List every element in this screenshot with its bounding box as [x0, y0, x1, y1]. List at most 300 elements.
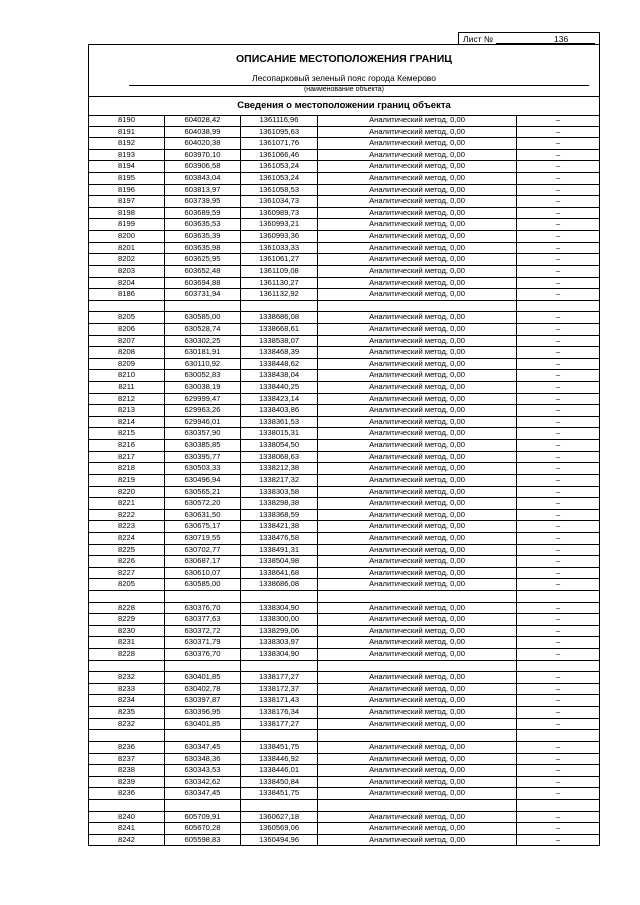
coord-x: 630343,53	[165, 765, 241, 776]
coord-x: 603739,95	[165, 196, 241, 207]
coord-y: 1338172,37	[241, 684, 318, 695]
table-row	[89, 777, 599, 789]
method-cell: Аналитический метод, 0,00	[318, 278, 517, 289]
table-row	[89, 545, 599, 557]
point-number: 8226	[89, 556, 165, 567]
coord-x: 630528,74	[165, 324, 241, 335]
point-number: 8192	[89, 138, 165, 149]
coord-x: 630503,33	[165, 463, 241, 474]
method-cell: Аналитический метод, 0,00	[318, 556, 517, 567]
coord-y: 1361034,73	[241, 196, 318, 207]
table-row	[89, 579, 599, 591]
point-number: 8227	[89, 568, 165, 579]
table-row	[89, 243, 599, 255]
coord-x: 630376,70	[165, 603, 241, 614]
note-cell: –	[555, 115, 561, 124]
coord-x	[165, 800, 241, 811]
table-row	[89, 150, 599, 162]
method-cell: Аналитический метод, 0,00	[318, 127, 517, 138]
coord-x: 604020,38	[165, 138, 241, 149]
coord-y: 1338468,39	[241, 347, 318, 358]
point-number: 8225	[89, 545, 165, 556]
note-cell: –	[555, 498, 561, 508]
point-number: 8228	[89, 603, 165, 614]
table-row	[89, 637, 599, 649]
method-cell: Аналитический метод, 0,00	[318, 614, 517, 625]
method-cell: Аналитический метод, 0,00	[318, 452, 517, 463]
coord-x: 630401,85	[165, 719, 241, 730]
point-number: 8196	[89, 185, 165, 196]
table-row	[89, 719, 599, 731]
table-row	[89, 510, 599, 522]
sheet-number: 136	[554, 34, 569, 44]
table-row	[89, 254, 599, 266]
point-number: 8215	[89, 428, 165, 439]
coord-x: 630675,17	[165, 521, 241, 532]
point-number: 8190	[89, 115, 165, 126]
method-cell: Аналитический метод, 0,00	[318, 603, 517, 614]
coord-x: 603970,10	[165, 150, 241, 161]
note-cell	[517, 661, 599, 672]
point-number: 8219	[89, 475, 165, 486]
method-cell: Аналитический метод, 0,00	[318, 533, 517, 544]
note-cell: –	[555, 521, 561, 531]
point-number: 8197	[89, 196, 165, 207]
point-number: 8224	[89, 533, 165, 544]
coord-y: 1361109,08	[241, 266, 318, 277]
table-row	[89, 127, 599, 139]
coord-x: 630585,00	[165, 312, 241, 323]
point-number: 8241	[89, 823, 165, 834]
method-cell: Аналитический метод, 0,00	[318, 823, 517, 834]
object-name: Лесопарковый зеленый пояс города Кемерово	[252, 73, 436, 83]
coord-y: 1360993,21	[241, 219, 318, 230]
note-cell: –	[555, 544, 561, 554]
coord-x: 630357,90	[165, 428, 241, 439]
table-row	[89, 312, 599, 324]
note-cell: –	[555, 788, 561, 798]
method-cell: Аналитический метод, 0,00	[318, 672, 517, 683]
coord-x: 603625,95	[165, 254, 241, 265]
note-cell: –	[555, 556, 561, 566]
method-cell: Аналитический метод, 0,00	[318, 637, 517, 648]
coord-x: 630038,19	[165, 382, 241, 393]
coord-y: 1338177,27	[241, 719, 318, 730]
coord-y: 1338668,61	[241, 324, 318, 335]
coord-x: 630719,55	[165, 533, 241, 544]
coord-x: 630610,07	[165, 568, 241, 579]
coord-y: 1361066,46	[241, 150, 318, 161]
point-number: 8242	[89, 835, 165, 846]
table-row	[89, 452, 599, 464]
method-cell: Аналитический метод, 0,00	[318, 150, 517, 161]
table-row	[89, 382, 599, 394]
coord-y: 1338298,38	[241, 498, 318, 509]
coord-x: 629963,26	[165, 405, 241, 416]
note-cell: –	[555, 126, 561, 136]
coord-x: 603694,88	[165, 278, 241, 289]
object-caption: (наименование объекта)	[303, 86, 385, 93]
table-row	[89, 336, 599, 348]
note-cell: –	[555, 173, 561, 183]
point-number: 8203	[89, 266, 165, 277]
table-row	[89, 115, 599, 127]
note-cell: –	[555, 486, 561, 496]
point-number: 8236	[89, 742, 165, 753]
method-cell: Аналитический метод, 0,00	[318, 788, 517, 799]
blank-row	[89, 661, 599, 673]
table-row	[89, 556, 599, 568]
method-cell: Аналитический метод, 0,00	[318, 231, 517, 242]
point-number: 8222	[89, 510, 165, 521]
note-cell: –	[555, 358, 561, 368]
point-number	[89, 800, 165, 811]
coord-y	[241, 661, 318, 672]
point-number: 8217	[89, 452, 165, 463]
coord-y: 1338217,32	[241, 475, 318, 486]
note-cell: –	[555, 161, 561, 171]
coord-y: 1338686,08	[241, 312, 318, 323]
document-frame	[88, 44, 600, 846]
coord-y: 1338303,97	[241, 637, 318, 648]
point-number	[89, 301, 165, 312]
note-cell: –	[555, 451, 561, 461]
point-number: 8204	[89, 278, 165, 289]
coord-y: 1361116,96	[241, 115, 318, 126]
table-row	[89, 289, 599, 301]
document-title: ОПИСАНИЕ МЕСТОПОЛОЖЕНИЯ ГРАНИЦ	[236, 53, 452, 65]
coord-x	[165, 730, 241, 741]
coord-y: 1338300,00	[241, 614, 318, 625]
method-cell: Аналитический метод, 0,00	[318, 568, 517, 579]
coord-x: 630110,92	[165, 359, 241, 370]
coord-x: 630052,83	[165, 370, 241, 381]
coord-x: 630347,45	[165, 788, 241, 799]
note-cell: –	[555, 834, 561, 844]
note-cell: –	[555, 440, 561, 450]
method-cell: Аналитический метод, 0,00	[318, 812, 517, 823]
note-cell: –	[555, 254, 561, 264]
table-row	[89, 695, 599, 707]
coord-x: 630402,78	[165, 684, 241, 695]
point-number	[89, 730, 165, 741]
method-cell	[318, 800, 517, 811]
coord-x: 630687,17	[165, 556, 241, 567]
point-number: 8186	[89, 289, 165, 300]
note-cell: –	[555, 393, 561, 403]
table-row	[89, 173, 599, 185]
coord-x: 630572,20	[165, 498, 241, 509]
point-number: 8214	[89, 417, 165, 428]
table-row	[89, 475, 599, 487]
method-cell: Аналитический метод, 0,00	[318, 254, 517, 265]
coord-y: 1338212,38	[241, 463, 318, 474]
method-cell: Аналитический метод, 0,00	[318, 649, 517, 660]
note-cell: –	[555, 741, 561, 751]
note-cell: –	[555, 416, 561, 426]
note-cell: –	[555, 184, 561, 194]
note-cell: –	[555, 532, 561, 542]
note-cell	[517, 730, 599, 741]
note-cell: –	[555, 231, 561, 241]
coord-x: 630585,00	[165, 579, 241, 590]
point-number: 8191	[89, 127, 165, 138]
method-cell: Аналитический метод, 0,00	[318, 719, 517, 730]
point-number: 8232	[89, 672, 165, 683]
table-row	[89, 742, 599, 754]
coord-y: 1360989,73	[241, 208, 318, 219]
blank-row	[89, 730, 599, 742]
point-number: 8206	[89, 324, 165, 335]
coord-y: 1338368,59	[241, 510, 318, 521]
method-cell: Аналитический метод, 0,00	[318, 219, 517, 230]
coord-y: 1338304,90	[241, 603, 318, 614]
coord-y: 1338171,43	[241, 695, 318, 706]
coord-x: 630702,77	[165, 545, 241, 556]
note-cell: –	[555, 335, 561, 345]
coord-x: 603635,39	[165, 231, 241, 242]
table-row	[89, 765, 599, 777]
note-cell: –	[555, 683, 561, 693]
note-cell	[517, 591, 599, 602]
point-number: 8233	[89, 684, 165, 695]
method-cell: Аналитический метод, 0,00	[318, 835, 517, 846]
method-cell: Аналитический метод, 0,00	[318, 138, 517, 149]
table-row	[89, 405, 599, 417]
note-cell: –	[555, 382, 561, 392]
method-cell	[318, 730, 517, 741]
point-number: 8234	[89, 695, 165, 706]
coord-y: 1338476,58	[241, 533, 318, 544]
method-cell: Аналитический метод, 0,00	[318, 370, 517, 381]
coord-x	[165, 301, 241, 312]
coord-x: 630496,94	[165, 475, 241, 486]
method-cell: Аналитический метод, 0,00	[318, 510, 517, 521]
table-row	[89, 417, 599, 429]
coord-y: 1338450,84	[241, 777, 318, 788]
coord-x: 629999,47	[165, 394, 241, 405]
table-row	[89, 707, 599, 719]
table-row	[89, 812, 599, 824]
method-cell: Аналитический метод, 0,00	[318, 336, 517, 347]
coord-x: 630372,72	[165, 626, 241, 637]
note-cell: –	[555, 637, 561, 647]
coord-y: 1338451,75	[241, 742, 318, 753]
coord-y	[241, 800, 318, 811]
coord-x	[165, 661, 241, 672]
method-cell: Аналитический метод, 0,00	[318, 521, 517, 532]
table-row	[89, 649, 599, 661]
note-cell: –	[555, 567, 561, 577]
point-number: 8218	[89, 463, 165, 474]
coord-x: 630348,36	[165, 754, 241, 765]
method-cell: Аналитический метод, 0,00	[318, 161, 517, 172]
coord-y: 1338068,63	[241, 452, 318, 463]
table-row	[89, 672, 599, 684]
table-row	[89, 754, 599, 766]
note-cell: –	[555, 219, 561, 229]
point-number: 8200	[89, 231, 165, 242]
coord-y: 1338504,98	[241, 556, 318, 567]
coord-y: 1338641,68	[241, 568, 318, 579]
coord-x: 630342,62	[165, 777, 241, 788]
note-cell: –	[555, 602, 561, 612]
coord-y: 1338446,92	[241, 754, 318, 765]
point-number: 8235	[89, 707, 165, 718]
point-number: 8229	[89, 614, 165, 625]
point-number: 8220	[89, 487, 165, 498]
method-cell: Аналитический метод, 0,00	[318, 243, 517, 254]
note-cell: –	[555, 207, 561, 217]
coord-y: 1360494,96	[241, 835, 318, 846]
blank-row	[89, 591, 599, 603]
coord-x: 630347,45	[165, 742, 241, 753]
point-number: 8231	[89, 637, 165, 648]
coord-y: 1338361,53	[241, 417, 318, 428]
table-row	[89, 208, 599, 220]
note-cell: –	[555, 765, 561, 775]
point-number: 8213	[89, 405, 165, 416]
method-cell: Аналитический метод, 0,00	[318, 742, 517, 753]
point-number: 8237	[89, 754, 165, 765]
table-row	[89, 440, 599, 452]
coord-x: 629946,01	[165, 417, 241, 428]
point-number	[89, 591, 165, 602]
method-cell: Аналитический метод, 0,00	[318, 754, 517, 765]
table-row	[89, 278, 599, 290]
coord-y: 1338686,08	[241, 579, 318, 590]
note-cell: –	[555, 277, 561, 287]
point-number: 8202	[89, 254, 165, 265]
point-number: 8230	[89, 626, 165, 637]
method-cell: Аналитический метод, 0,00	[318, 545, 517, 556]
table-row	[89, 196, 599, 208]
point-number: 8207	[89, 336, 165, 347]
point-number: 8223	[89, 521, 165, 532]
method-cell: Аналитический метод, 0,00	[318, 579, 517, 590]
method-cell: Аналитический метод, 0,00	[318, 626, 517, 637]
coord-x: 605670,28	[165, 823, 241, 834]
point-number: 8201	[89, 243, 165, 254]
coord-y	[241, 591, 318, 602]
note-cell: –	[555, 823, 561, 833]
table-row	[89, 428, 599, 440]
method-cell: Аналитический метод, 0,00	[318, 765, 517, 776]
coord-y: 1338403,86	[241, 405, 318, 416]
table-row	[89, 823, 599, 835]
point-number: 8205	[89, 579, 165, 590]
section-title: Сведения о местоположении границ объекта	[89, 96, 599, 116]
coord-y: 1338423,14	[241, 394, 318, 405]
coord-y: 1361071,76	[241, 138, 318, 149]
table-row	[89, 568, 599, 580]
table-row	[89, 788, 599, 800]
coord-y: 1338440,25	[241, 382, 318, 393]
point-number: 8236	[89, 788, 165, 799]
point-number: 8221	[89, 498, 165, 509]
method-cell: Аналитический метод, 0,00	[318, 324, 517, 335]
table-row	[89, 463, 599, 475]
note-cell: –	[555, 474, 561, 484]
coord-x: 603689,59	[165, 208, 241, 219]
method-cell: Аналитический метод, 0,00	[318, 463, 517, 474]
method-cell	[318, 661, 517, 672]
point-number: 8208	[89, 347, 165, 358]
note-cell: –	[555, 776, 561, 786]
coord-x: 603635,53	[165, 219, 241, 230]
coord-x: 605709,91	[165, 812, 241, 823]
coord-y	[241, 301, 318, 312]
method-cell: Аналитический метод, 0,00	[318, 347, 517, 358]
coord-x: 603635,98	[165, 243, 241, 254]
coord-x: 630395,77	[165, 452, 241, 463]
method-cell: Аналитический метод, 0,00	[318, 475, 517, 486]
coord-x: 604038,99	[165, 127, 241, 138]
method-cell: Аналитический метод, 0,00	[318, 695, 517, 706]
coord-x: 630396,95	[165, 707, 241, 718]
note-cell: –	[555, 753, 561, 763]
coord-y: 1338446,01	[241, 765, 318, 776]
table-row	[89, 185, 599, 197]
method-cell: Аналитический метод, 0,00	[318, 428, 517, 439]
point-number: 8210	[89, 370, 165, 381]
note-cell: –	[555, 196, 561, 206]
note-cell: –	[555, 579, 561, 589]
coord-y: 1338054,50	[241, 440, 318, 451]
point-number: 8209	[89, 359, 165, 370]
method-cell: Аналитический метод, 0,00	[318, 440, 517, 451]
note-cell: –	[555, 138, 561, 148]
table-row	[89, 370, 599, 382]
table-row	[89, 684, 599, 696]
coord-x: 630371,79	[165, 637, 241, 648]
note-cell: –	[555, 625, 561, 635]
method-cell	[318, 301, 517, 312]
note-cell: –	[555, 509, 561, 519]
note-cell	[517, 800, 599, 811]
coord-x: 630401,85	[165, 672, 241, 683]
table-row	[89, 835, 599, 847]
point-number: 8195	[89, 173, 165, 184]
table-row	[89, 487, 599, 499]
coord-x: 604028,42	[165, 115, 241, 126]
note-cell: –	[555, 242, 561, 252]
coord-x: 603731,94	[165, 289, 241, 300]
coord-x: 603906,58	[165, 161, 241, 172]
coord-y: 1338299,06	[241, 626, 318, 637]
method-cell: Аналитический метод, 0,00	[318, 777, 517, 788]
coord-y	[241, 730, 318, 741]
coord-y: 1361130,27	[241, 278, 318, 289]
coord-y: 1338438,04	[241, 370, 318, 381]
blank-row	[89, 301, 599, 313]
method-cell: Аналитический метод, 0,00	[318, 359, 517, 370]
table-row	[89, 231, 599, 243]
coord-y: 1361061,27	[241, 254, 318, 265]
note-cell: –	[555, 323, 561, 333]
method-cell: Аналитический метод, 0,00	[318, 196, 517, 207]
table-row	[89, 521, 599, 533]
coord-y: 1361132,92	[241, 289, 318, 300]
coord-y: 1338176,34	[241, 707, 318, 718]
point-number: 8228	[89, 649, 165, 660]
coord-y: 1361053,24	[241, 173, 318, 184]
table-row	[89, 498, 599, 510]
note-cell: –	[555, 370, 561, 380]
coord-y: 1338177,27	[241, 672, 318, 683]
point-number: 8216	[89, 440, 165, 451]
coord-y: 1361053,24	[241, 161, 318, 172]
